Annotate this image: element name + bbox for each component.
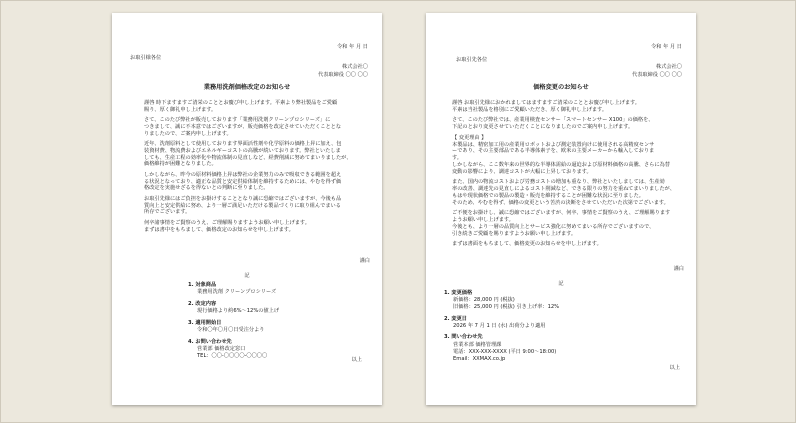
representative: 代表取締役 〇〇 〇〇 xyxy=(632,72,682,78)
ki-heading: 記 xyxy=(558,281,564,287)
representative: 代表取締役 〇〇 〇〇 xyxy=(318,72,368,78)
text-line: 下記のとおり変更させていただくことになりましたのでご案内申し上げます。 xyxy=(452,124,634,131)
end-mark: 以上 xyxy=(351,357,362,363)
text-line: 2. 変更日 xyxy=(444,315,467,322)
company-name: 株式会社〇 xyxy=(656,64,682,70)
text-line: 引き続きご愛顧を賜りますようお願い申し上げます。 xyxy=(452,230,577,237)
text-line: しても、生産工程の効率化や物流体制の見直しなど、経費削減に努めてまいりましたが、 xyxy=(144,154,352,161)
text-line: 2026 年 7 月 1 日 (水) 出荷分より適用 xyxy=(453,323,546,329)
recipient: お取引先各位 xyxy=(456,57,488,63)
text-line: もはや現状価格での製品の製造・販売を維持することが困難な状況に至りました。 xyxy=(452,193,644,199)
text-line: お取引先様にはご負担をお掛けすることとなり誠に恐縮ではございますが、今後も品 xyxy=(144,196,342,202)
text-line: 謹啓 お取引先様におかれましてはますますご清栄のこととお慶び申し上げます。 xyxy=(452,100,640,106)
text-line: そのため、やむを得ず、価格の変更という苦渋の決断をさせていただいた次第でございます。 xyxy=(452,199,669,206)
text-line: さて、このたび弊社が販売しております「業務用洗剤クリーンプロシリーズ」に xyxy=(144,117,331,124)
text-line: ご不便をお掛けし、誠に恐縮ではございますが、何卒、事情をご賢察のうえ、ご理解賜ります xyxy=(452,210,671,217)
text-line: 4. お問い合わせ先 xyxy=(188,338,232,345)
text-line: 電話：XXX-XXX-XXXX (平日 9:00〜18:00) xyxy=(453,348,557,355)
text-line: 変動の影響により、調達コストが大幅に上昇しております。 xyxy=(452,168,592,175)
text-line: す。 xyxy=(452,155,462,162)
text-line: 賜り、厚く御礼申し上げます。 xyxy=(144,106,217,113)
text-line: 本製品は、精密加工用の産業用ロボットおよび測定装置向けに使用される高精度センサ xyxy=(452,141,655,148)
text-line: しかしながら、ここ数年来の世界的な半導体需給の逼迫および原材料価格の高騰、さらに為替 xyxy=(452,162,670,168)
date: 令和 年 月 日 xyxy=(651,44,682,50)
closing: 謹白 xyxy=(673,266,684,272)
text-line: さて、このたび弊社では、産業用検査センサー「スマートセンサー X100」の価格を、 xyxy=(452,117,654,124)
text-line: 平素は当社製品を格別にご愛顧いただき、厚く御礼申し上げます。 xyxy=(452,106,608,113)
document-page-left xyxy=(112,13,382,405)
text-line: 何卒諸事情をご賢察のうえ、ご理解賜りますようお願い申し上げます。 xyxy=(144,220,310,226)
text-line: まずは書中をもちまして、価格改定のお知らせを申し上げます。 xyxy=(144,226,294,233)
date: 令和 年 月 日 xyxy=(337,44,368,50)
text-line: つきまして、誠に不本意ではございますが、販売価格を改定させていただくこととな xyxy=(144,124,342,130)
text-line: まずは書面をもちまして、価格変更のお知らせを申し上げます。 xyxy=(452,241,602,248)
text-line: 謹啓 時下ますますご清栄のこととお慶び申し上げます。平素より弊社製品をご愛顧 xyxy=(144,100,338,106)
text-line: ーであり、その主要部品である半導体素子を、欧米の主要メーカーから輸入しておりま xyxy=(452,148,655,155)
text-line: 今後とも、より一層の品質向上とサービス強化に努めてまいる所存でございますので、 xyxy=(452,224,655,230)
document-title: 価格変更のお知らせ xyxy=(533,84,589,91)
text-line: 近年、洗剤原料として使用しております界面活性剤や化学原料の価格上昇に加え、包 xyxy=(144,141,342,148)
text-line: TEL：〇〇-〇〇〇〇-〇〇〇〇 xyxy=(197,353,268,360)
text-line: 2. 改定内容 xyxy=(188,300,217,307)
text-line: 1. 対象商品 xyxy=(188,282,217,288)
text-line: Email：XXMAX.co.jp xyxy=(453,356,506,362)
text-line: 旧価格：25,000 円 (税抜) 引き上げ率：12% xyxy=(453,304,560,311)
text-line: ようお願い申し上げます。 xyxy=(452,217,514,224)
text-line: 装資材費、物流費およびエネルギーコストの高騰が続いております。弊社といたしま xyxy=(144,148,341,154)
text-line: 3. 適用開始日 xyxy=(188,319,222,326)
text-line: る状況となっており、適正な品質と安定供給体制を維持するためには、やむを得ず価 xyxy=(144,178,342,185)
text-line: 格改定を実施せざるを得ないとの判断に至りました。 xyxy=(144,185,269,192)
text-line: 質向上と安定供給に努め、より一層ご満足いただける製品づくりに取り組んでまいる xyxy=(144,202,341,209)
text-line: 3. 問い合わせ先 xyxy=(444,334,483,341)
ki-heading: 記 xyxy=(244,273,250,279)
closing: 謹白 xyxy=(359,258,370,264)
text-line: また、国内の物流コストおよび労務コストの増加も重なり、弊社といたしましては、生産効 xyxy=(452,179,665,186)
text-line: 【 変更理由 】 xyxy=(452,134,487,141)
recipient: お取引様各位 xyxy=(130,55,162,61)
text-line: 率の改善、調達先の見直しによるコスト削減など、できる限りの努力を重ねてまいりましたが、 xyxy=(452,186,675,193)
end-mark: 以上 xyxy=(669,365,680,371)
text-line: りましたので、ご案内申し上げます。 xyxy=(144,130,232,137)
text-line: 営業部 価格改定窓口 xyxy=(197,345,246,352)
text-line: 1. 変更価格 xyxy=(444,290,473,296)
document-title: 業務用洗剤価格改定のお知らせ xyxy=(203,84,291,91)
text-line: 令和〇年〇月〇日受注分より xyxy=(197,327,265,333)
text-line: 業務用洗剤 クリーンプロシリーズ xyxy=(197,289,277,296)
text-line: 所存でございます。 xyxy=(144,209,191,216)
company-name: 株式会社〇 xyxy=(342,64,368,70)
text-line: 価格維持が困難となりました。 xyxy=(144,161,217,168)
text-line: 営業本部 価格管理課 xyxy=(453,341,502,348)
document-page-right xyxy=(426,13,696,405)
text-line: 新価格：28,000 円 (税抜) xyxy=(453,297,515,304)
text-line: 現行価格より約6%〜12%の値上げ xyxy=(197,308,280,315)
text-line: しかしながら、昨今の原材料価格上昇は弊社の企業努力のみで吸収できる範囲を超え xyxy=(144,172,342,178)
